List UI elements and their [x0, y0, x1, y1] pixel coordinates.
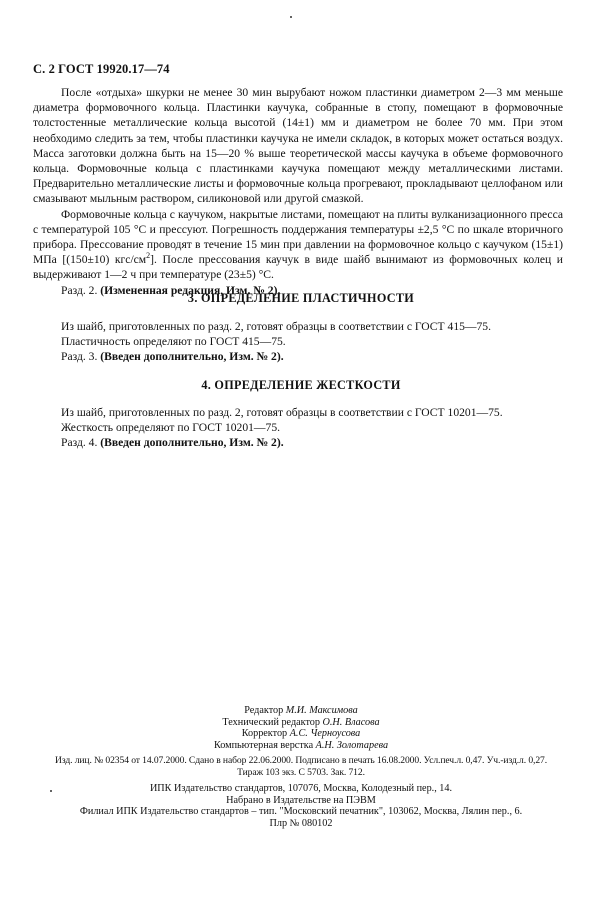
pressing-text-a: Формовочные кольца с каучуком, накрытые листами, помещают на плиты вулканизационного пресса с температурой 105 °С и прессуют. Погрешность поддержания температуры ±2,5 °С по шкале вторичного прибора. Прессование проводят в течение 15 мин при давлении на формовочное кольцо с каучуком (15±1) МПа [(150±10) кгс/см: [33, 207, 563, 267]
paragraph-sample-prep: После «отдыха» шкурки не менее 30 мин вырубают ножом пластинки диаметром 2—3 мм меньше диаметра формовочного кольца. Пластинки каучука, собранные в стопу, помещают в формовочные толстостенные металлические кольца высотой (14±1) мм и диаметром не более 70 мм. При этом необходимо следить за тем, чтобы пластинки каучука не имели складок, в которых может остаться воздух. Масса заготовки должна быть на 15—20 % выше теоретической массы каучука в объеме формовочного кольца. Формовочные кольца с пластинками каучука помещают между металлическими листами. Предварительно металлические листы и формовочные кольца прогревают, прокладывают целлофаном или смазывают мыльным раствором, силиконовой или другой смазкой.: [33, 86, 563, 206]
section-2-body: [33, 85, 563, 298]
note-label: Разд. 2.: [61, 283, 98, 297]
credit-label: Корректор: [241, 728, 288, 740]
note-text: (Введен дополнительно, Изм. № 2).: [100, 350, 284, 364]
publisher-line-3: Филиал ИПК Издательство стандартов – тип. "Московский печатник", 103062, Москва, Лялин пер., 6.: [79, 806, 523, 818]
note-text: (Измененная редакция, Изм. № 2).: [100, 283, 281, 297]
paragraph-pressing: [33, 207, 563, 283]
pressing-text-b: ]. После прессования каучук в виде шайб вынимают из формовочных колец и выдерживают 1—2 ч при температуре (23±5) °С.: [33, 253, 563, 282]
publisher-line-4: Плр № 080102: [269, 817, 333, 829]
credit-name: А.Н. Золотарева: [315, 739, 389, 751]
section-4-title: 4. ОПРЕДЕЛЕНИЕ ЖЕСТКОСТИ: [201, 378, 401, 392]
credit-label: Технический редактор: [222, 716, 320, 728]
section-4-note: [33, 435, 563, 450]
publisher-line-2: Набрано в Издательстве на ПЭВМ: [226, 794, 376, 806]
scan-speck: [290, 16, 292, 18]
section-3-title: 3. ОПРЕДЕЛЕНИЕ ПЛАСТИЧНОСТИ: [187, 291, 415, 305]
credit-label: Редактор: [244, 705, 284, 716]
section-4-body: [33, 405, 563, 451]
credits-block: [0, 705, 602, 751]
publisher-line-1: ИПК Издательство стандартов, 107076, Москва, Колодезный пер., 14.: [149, 783, 453, 794]
print-info-line-2: Тираж 103 экз. С 5703. Зак. 712.: [237, 766, 365, 778]
page-header: С. 2 ГОСТ 19920.17—74: [33, 62, 170, 76]
credit-corrector: [0, 728, 602, 740]
pressing-sup: 2: [146, 251, 151, 261]
credit-tech-editor: [0, 717, 602, 729]
note-label: Разд. 3.: [61, 350, 98, 364]
publisher-block: [0, 783, 602, 829]
credit-layout: [0, 740, 602, 752]
print-info-line-1: Изд. лиц. № 02354 от 14.07.2000. Сдано в набор 22.06.2000. Подписано в печать 16.08.2000. Усл.печ.л. 0,47. Уч.-изд.л. 0,27.: [54, 755, 548, 766]
note-text: (Введен дополнительно, Изм. № 2).: [100, 436, 284, 450]
section-3-note: [33, 349, 563, 364]
print-info: [0, 755, 602, 778]
note-label: Разд. 4.: [61, 436, 98, 450]
credit-name: О.Н. Власова: [322, 716, 380, 728]
credit-editor: [0, 705, 602, 717]
credit-name: М.И. Максимова: [285, 705, 358, 716]
section-4-line-1: Из шайб, приготовленных по разд. 2, готовят образцы в соответствии с ГОСТ 10201—75.: [61, 406, 503, 419]
section-3-line-2: Пластичность определяют по ГОСТ 415—75.: [61, 335, 286, 349]
section-3-line-1: Из шайб, приготовленных по разд. 2, готовят образцы в соответствии с ГОСТ 415—75.: [61, 320, 491, 333]
credit-name: А.С. Черноусова: [289, 728, 361, 740]
credit-label: Компьютерная верстка: [213, 739, 314, 751]
section-4-line-2: Жесткость определяют по ГОСТ 10201—75.: [61, 421, 281, 435]
section-3-body: [33, 319, 563, 365]
